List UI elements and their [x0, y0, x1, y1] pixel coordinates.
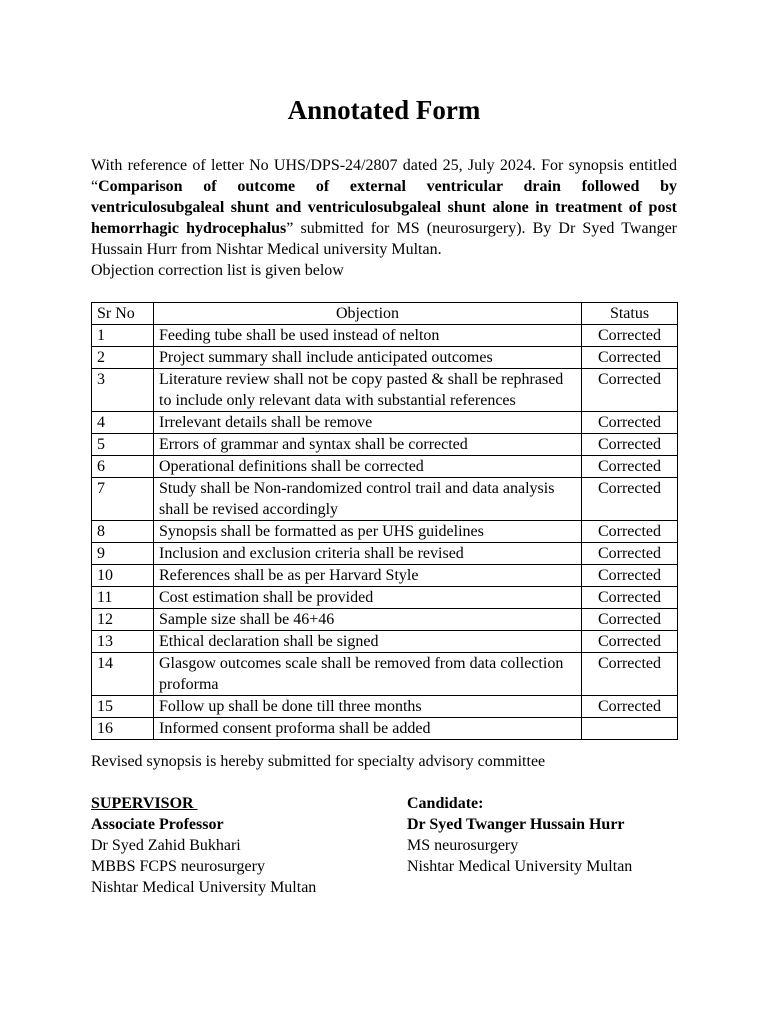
supervisor-name: Dr Syed Zahid Bukhari	[91, 837, 241, 854]
intro-line2: Objection correction list is given below	[91, 262, 344, 279]
supervisor-heading: SUPERVISOR	[91, 795, 198, 812]
table-row	[92, 653, 678, 696]
row-sr-no: 12	[92, 609, 154, 631]
intro-part1: With reference of letter No UHS/DPS-24/2807 dated 25, July 2024. For synopsis entitled “	[91, 157, 677, 195]
candidate-heading: Candidate:	[407, 795, 484, 812]
row-sr-no: 1	[92, 325, 154, 347]
row-sr-no: 14	[92, 653, 154, 696]
row-objection: Cost estimation shall be provided	[154, 587, 582, 609]
row-sr-no: 7	[92, 478, 154, 521]
row-status: Corrected	[582, 631, 678, 653]
row-objection: Literature review shall not be copy pasted & shall be rephrased to include only relevant data with substantial references	[154, 369, 582, 412]
row-status: Corrected	[582, 587, 678, 609]
row-objection: Operational definitions shall be corrected	[154, 456, 582, 478]
row-status: Corrected	[582, 543, 678, 565]
row-objection: Feeding tube shall be used instead of nelton	[154, 325, 582, 347]
row-status: Corrected	[582, 325, 678, 347]
row-status: Corrected	[582, 609, 678, 631]
row-objection: Irrelevant details shall be remove	[154, 412, 582, 434]
row-objection: Project summary shall include anticipated outcomes	[154, 347, 582, 369]
intro-text	[91, 155, 677, 260]
row-objection: Errors of grammar and syntax shall be corrected	[154, 434, 582, 456]
table-row	[92, 696, 678, 718]
table-header-row	[92, 303, 678, 325]
row-sr-no: 13	[92, 631, 154, 653]
table-row	[92, 412, 678, 434]
table-row	[92, 478, 678, 521]
candidate-block	[407, 793, 632, 877]
table-row	[92, 369, 678, 412]
row-sr-no: 3	[92, 369, 154, 412]
supervisor-qualification: MBBS FCPS neurosurgery	[91, 858, 265, 875]
row-status: Corrected	[582, 653, 678, 696]
intro-paragraph	[91, 155, 677, 281]
table-row	[92, 521, 678, 543]
row-status: Corrected	[582, 412, 678, 434]
table-row	[92, 565, 678, 587]
row-sr-no: 16	[92, 718, 154, 740]
candidate-name: Dr Syed Twanger Hussain Hurr	[407, 816, 625, 833]
table-row	[92, 325, 678, 347]
table-body	[92, 325, 678, 740]
synopsis-title: Comparison of outcome of external ventricular drain followed by ventriculosubgaleal shunt and ventriculosubgaleal shunt alone in treatment of post hemorrhagic hydrocephalus	[91, 178, 677, 237]
row-status: Corrected	[582, 456, 678, 478]
row-objection: Follow up shall be done till three months	[154, 696, 582, 718]
header-objection: Objection	[154, 303, 582, 325]
row-status: Corrected	[582, 696, 678, 718]
row-objection: Sample size shall be 46+46	[154, 609, 582, 631]
row-sr-no: 11	[92, 587, 154, 609]
row-sr-no: 8	[92, 521, 154, 543]
row-status: Corrected	[582, 478, 678, 521]
row-objection: Synopsis shall be formatted as per UHS guidelines	[154, 521, 582, 543]
row-sr-no: 10	[92, 565, 154, 587]
table-row	[92, 434, 678, 456]
row-objection: Inclusion and exclusion criteria shall be revised	[154, 543, 582, 565]
row-status: Corrected	[582, 347, 678, 369]
row-objection: References shall be as per Harvard Style	[154, 565, 582, 587]
table-row	[92, 347, 678, 369]
intro-part2: ” submitted for MS (neurosurgery). By Dr Syed Twanger Hussain Hurr from Nishtar Medical university Multan.	[91, 220, 678, 258]
row-objection: Informed consent proforma shall be added	[154, 718, 582, 740]
supervisor-designation: Associate Professor	[91, 816, 224, 833]
candidate-institution: Nishtar Medical University Multan	[407, 858, 633, 875]
supervisor-block	[91, 793, 316, 898]
row-sr-no: 9	[92, 543, 154, 565]
row-status: Corrected	[582, 565, 678, 587]
row-sr-no: 15	[92, 696, 154, 718]
header-status: Status	[582, 303, 678, 325]
table-row	[92, 631, 678, 653]
row-objection: Study shall be Non-randomized control trail and data analysis shall be revised accordingly	[154, 478, 582, 521]
candidate-program: MS neurosurgery	[407, 837, 519, 854]
row-status	[582, 718, 678, 740]
row-objection: Ethical declaration shall be signed	[154, 631, 582, 653]
table-row	[92, 718, 678, 740]
row-status: Corrected	[582, 369, 678, 412]
submission-note: Revised synopsis is hereby submitted for specialty advisory committee	[91, 753, 546, 770]
row-status: Corrected	[582, 434, 678, 456]
row-sr-no: 2	[92, 347, 154, 369]
table-row	[92, 609, 678, 631]
header-sr-no: Sr No	[92, 303, 154, 325]
row-objection: Glasgow outcomes scale shall be removed from data collection proforma	[154, 653, 582, 696]
table-row	[92, 543, 678, 565]
objection-table	[91, 302, 678, 740]
row-sr-no: 4	[92, 412, 154, 434]
row-sr-no: 6	[92, 456, 154, 478]
page-title: Annotated Form	[287, 95, 481, 125]
row-sr-no: 5	[92, 434, 154, 456]
table-row	[92, 587, 678, 609]
row-status: Corrected	[582, 521, 678, 543]
supervisor-institution: Nishtar Medical University Multan	[91, 879, 317, 896]
table-row	[92, 456, 678, 478]
